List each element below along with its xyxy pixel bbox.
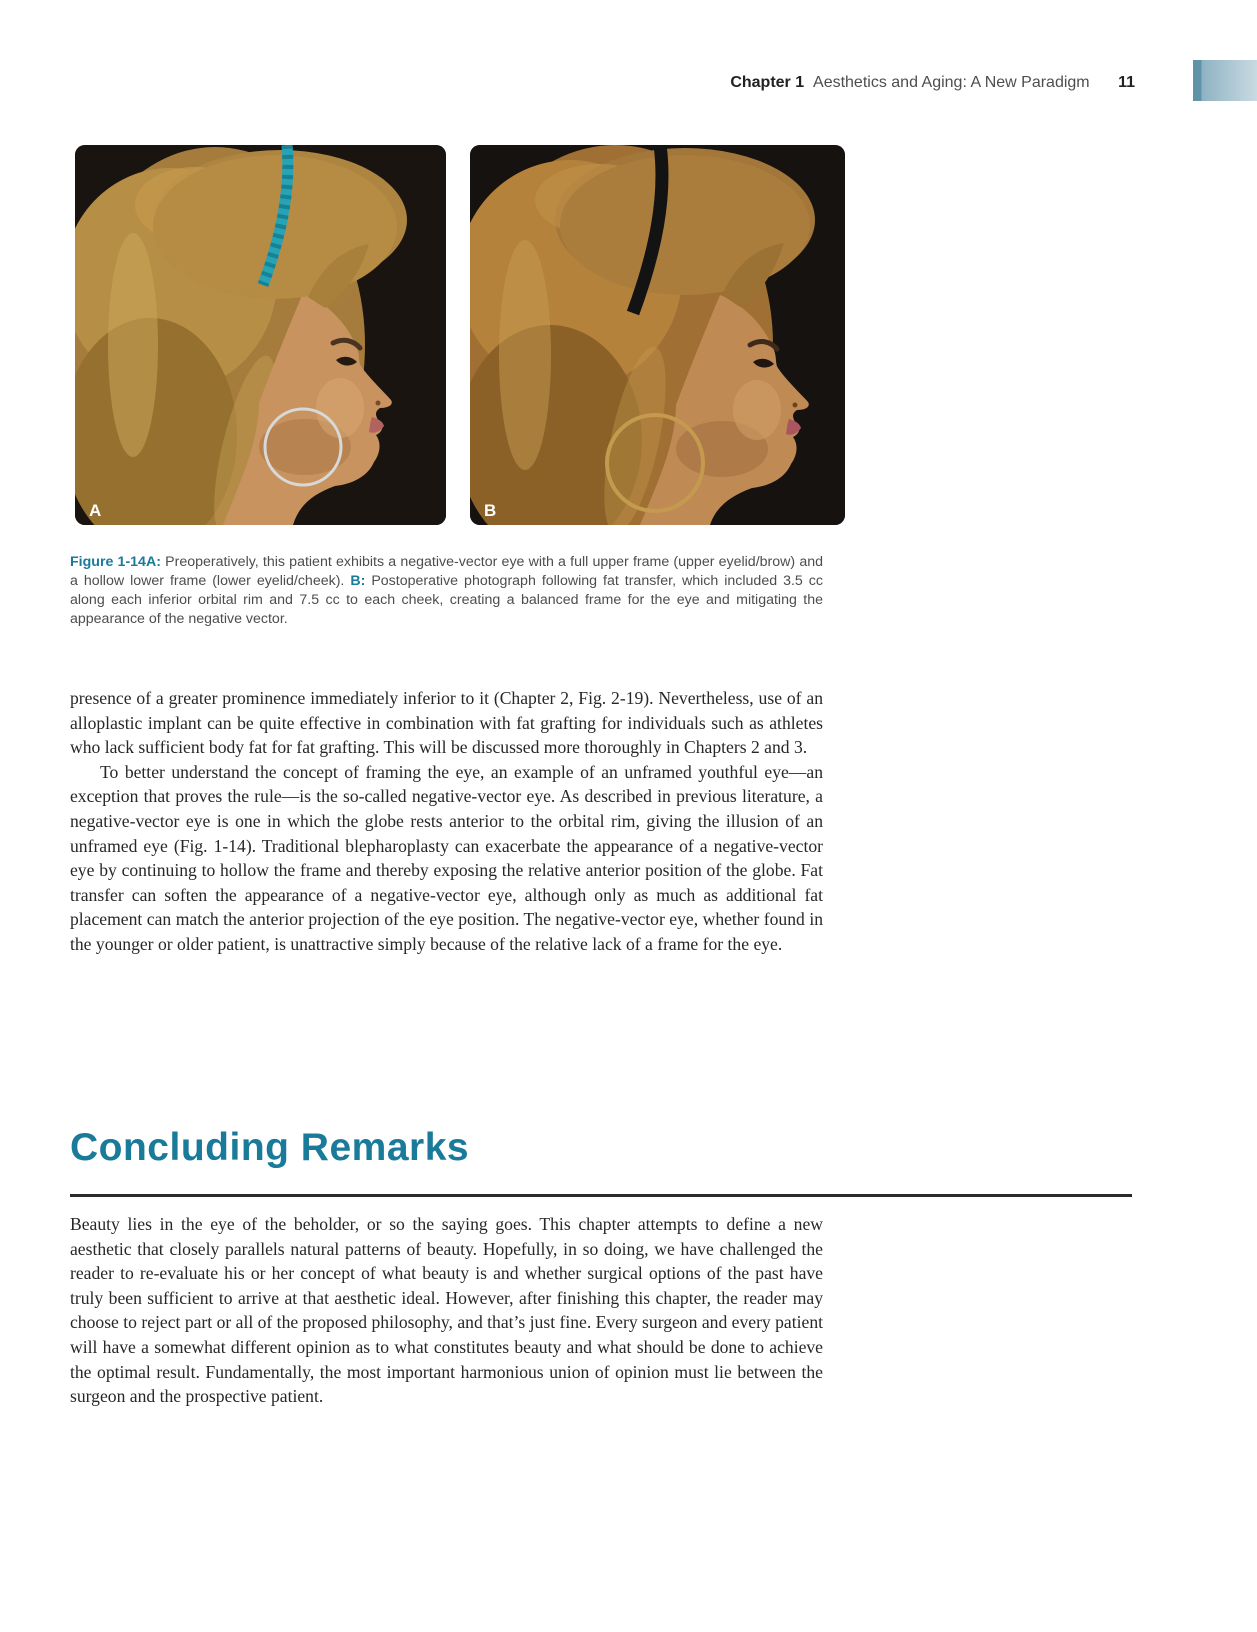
figure-caption-text-a: Preoperatively, this patient exhibits a negative-vector eye with a full upper frame (upper eyelid/brow) and a hollow lower frame (lower eyelid/cheek).: [70, 554, 823, 589]
concluding-remarks-section: [70, 1122, 1132, 1197]
figure-caption-label-a: Figure 1-14A:: [70, 554, 161, 570]
figure-caption-label-b: B:: [350, 573, 366, 589]
patient-profile-photo-b: [470, 145, 845, 525]
running-header: [0, 74, 1135, 92]
photo-a-label: A: [89, 501, 102, 520]
figure-caption: [70, 553, 823, 629]
photo-b-label: B: [484, 501, 497, 520]
body-text-column: [70, 686, 823, 957]
figure-1-14-photos: [75, 145, 845, 525]
heading-rule: [70, 1194, 1132, 1197]
preoperative-portrait-illustration: [75, 145, 446, 525]
page-number: 11: [1118, 74, 1135, 91]
chapter-number-label: Chapter 1: [730, 74, 805, 91]
chapter-tab-marker: [1193, 60, 1257, 101]
conclusion-paragraph: Beauty lies in the eye of the beholder, or so the saying goes. This chapter attempts to define a new aesthetic that closely parallels natural patterns of beauty. Hopefully, in so doing, we have challenged the reader to re-evaluate his or her concept of what beauty is and whether surgical options of the past have truly been sufficient to arrive at that aesthetic ideal. However, after finishing this chapter, the reader may choose to reject part or all of the proposed philosophy, and that’s just fine. Every surgeon and every patient will have a somewhat different opinion as to what constitutes beauty and what should be done to achieve the optimal result. Fundamentally, the most important harmonious union of opinion must lie between the surgeon and the prospective patient.: [70, 1214, 823, 1407]
chapter-title: Aesthetics and Aging: A New Paradigm: [813, 74, 1090, 91]
postoperative-portrait-illustration: [470, 145, 845, 525]
figure-caption-text-b: Postoperative photograph following fat transfer, which included 3.5 cc along each inferior orbital rim and 7.5 cc to each cheek, creating a balanced frame for the eye and mitigating the appearance of the negative vector.: [70, 573, 823, 627]
section-heading: Concluding Remarks: [70, 1126, 470, 1169]
body-paragraph-1: presence of a greater prominence immediately inferior to it (Chapter 2, Fig. 2-19). Nevertheless, use of an alloplastic implant can be quite effective in combination with fat grafting for individuals such as athletes who lack sufficient body fat for fat grafting. This will be discussed more thoroughly in Chapters 2 and 3.: [70, 688, 823, 758]
patient-profile-photo-a: [75, 145, 446, 525]
conclusion-text-column: [70, 1212, 823, 1409]
body-paragraph-2: To better understand the concept of framing the eye, an example of an unframed youthful eye—an exception that proves the rule—is the so-called negative-vector eye. As described in previous literature, a negative-vector eye is one in which the globe rests anterior to the orbital rim, giving the illusion of an unframed eye (Fig. 1-14). Traditional blepharoplasty can exacerbate the appearance of a negative-vector eye by continuing to hollow the frame and thereby exposing the relative anterior position of the globe. Fat transfer can soften the appearance of a negative-vector eye, although only as much as additional fat placement can match the anterior projection of the eye position. The negative-vector eye, whether found in the younger or older patient, is unattractive simply because of the relative lack of a frame for the eye.: [70, 761, 823, 954]
